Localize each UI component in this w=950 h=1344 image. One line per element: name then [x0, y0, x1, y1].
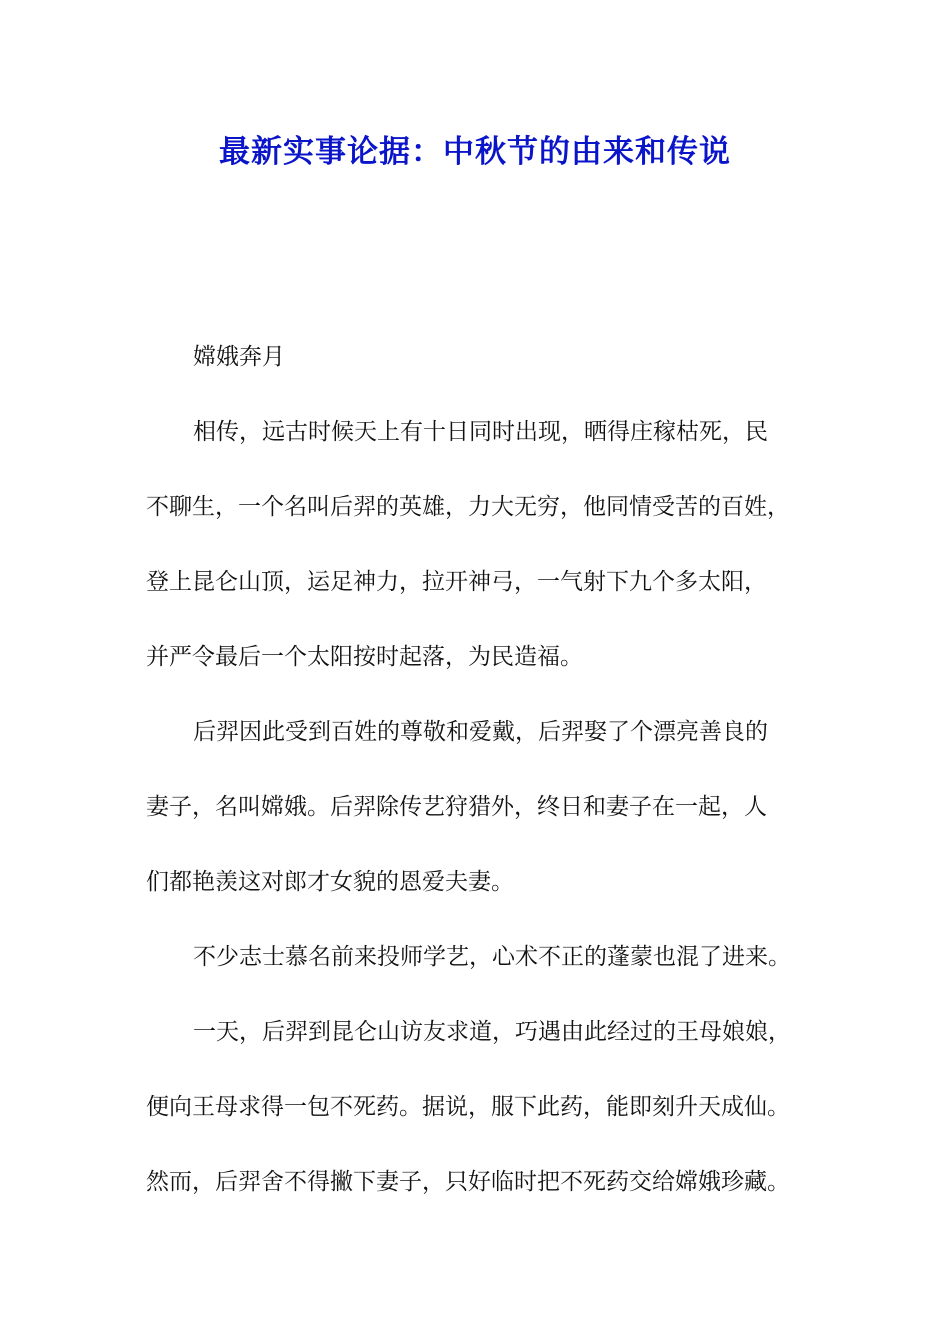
paragraph-line: 并严令最后一个太阳按时起落，为民造福。	[146, 644, 583, 670]
paragraph-line: 们都艳羡这对郎才女貌的恩爱夫妻。	[146, 869, 514, 895]
paragraph-2	[146, 705, 826, 930]
paragraph-4	[146, 1005, 826, 1230]
paragraph-line: 一天，后羿到昆仑山访友求道，巧遇由此经过的王母娘娘，	[193, 1019, 791, 1045]
document-title: 最新实事论据：中秋节的由来和传说	[219, 134, 731, 170]
paragraph-line: 然而，后羿舍不得撇下妻子，只好临时把不死药交给嫦娥珍藏。	[146, 1169, 790, 1195]
paragraph-line: 后羿因此受到百姓的尊敬和爱戴，后羿娶了个漂亮善良的	[193, 719, 768, 745]
paragraph-line: 登上昆仑山顶，运足神力，拉开神弓，一气射下九个多太阳，	[146, 569, 767, 595]
paragraph-line: 不少志士慕名前来投师学艺，心术不正的蓬蒙也混了进来。	[193, 944, 791, 970]
paragraph-1	[146, 405, 826, 705]
paragraph-line: 妻子，名叫嫦娥。后羿除传艺狩猎外，终日和妻子在一起，人	[146, 794, 767, 820]
paragraph-line: 不聊生，一个名叫后羿的英雄，力大无穷，他同情受苦的百姓，	[146, 494, 790, 520]
paragraph-line: 便向王母求得一包不死药。据说，服下此药，能即刻升天成仙。	[146, 1094, 790, 1120]
paragraph-line: 相传，远古时候天上有十日同时出现，晒得庄稼枯死，民	[193, 419, 768, 445]
subheading: 嫦娥奔月	[193, 344, 285, 370]
document-body	[146, 330, 826, 1230]
paragraph-3	[146, 930, 826, 1005]
